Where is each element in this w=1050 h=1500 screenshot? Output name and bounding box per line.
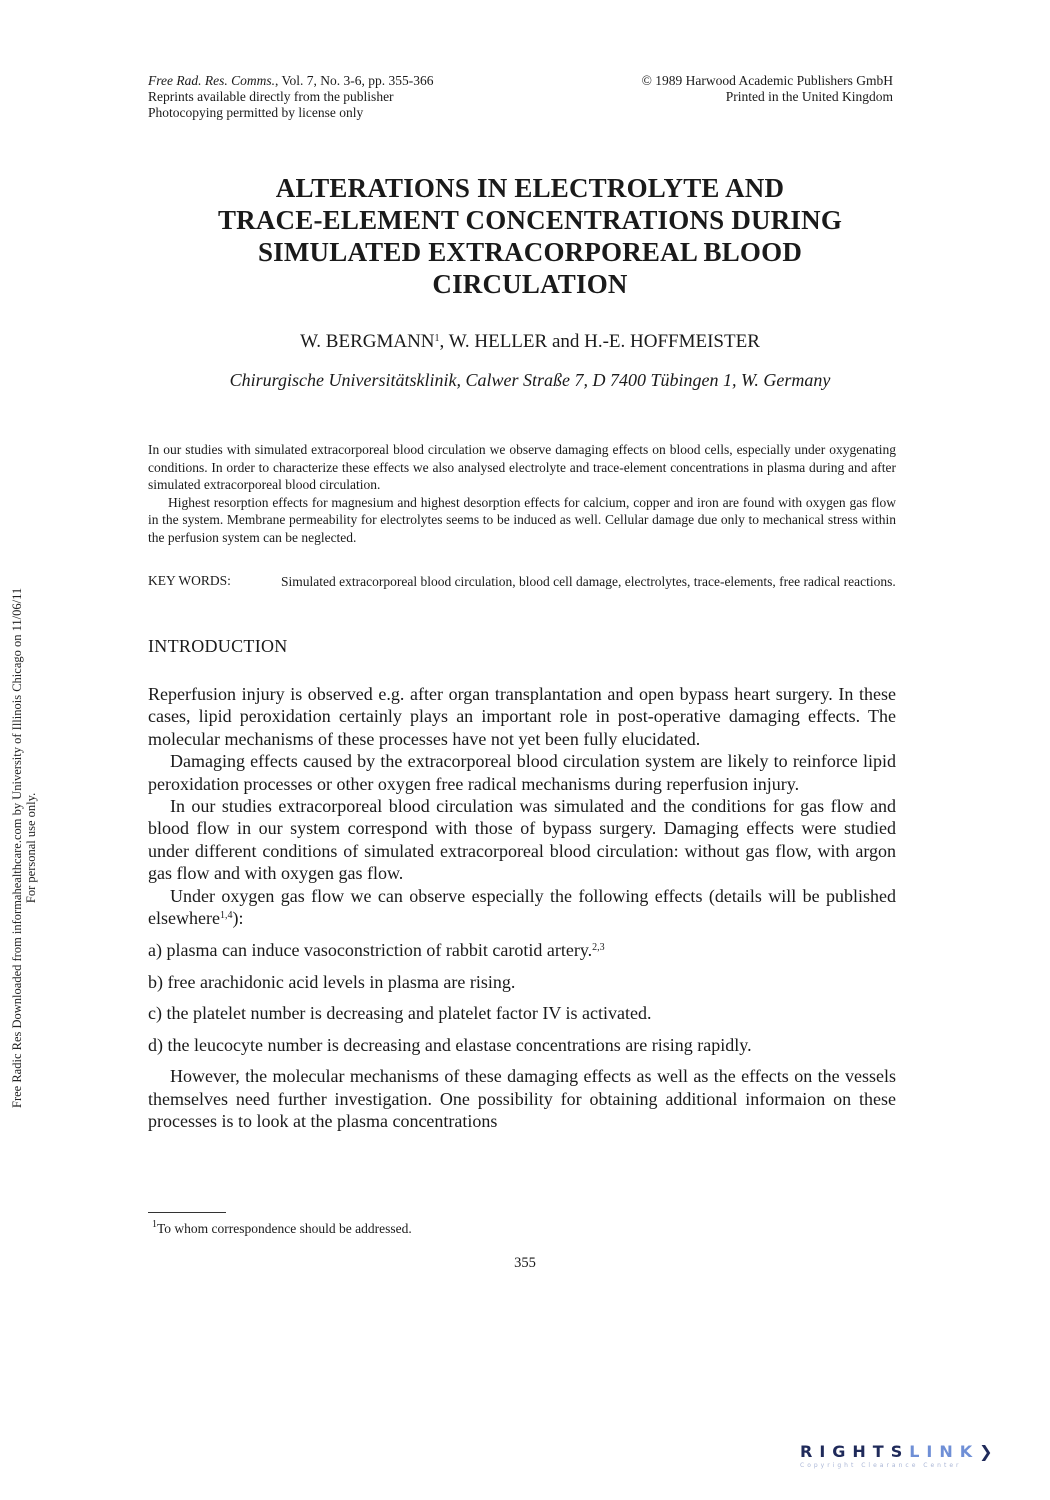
body-text-span: ): xyxy=(232,908,244,929)
watermark-line: Free Radic Res Downloaded from informahealthcare.com by University of Illinois Chicago on 11/06/11 xyxy=(10,587,24,1108)
keywords-label: KEY WORDS: xyxy=(148,573,231,588)
affiliation: Chirurgische Universitätsklinik, Calwer Straße 7, D 7400 Tübingen 1, W. Germany xyxy=(229,370,831,390)
download-watermark xyxy=(0,0,38,1500)
abstract-paragraph: In our studies with simulated extracorporeal blood circulation we observe damaging effects on blood cells, especially under oxygenating conditions. In order to characterize these effects we also analysed electrolyte and trace-element concentrations in plasma during and after simulated extracorporeal blood circulation. xyxy=(148,442,896,492)
running-header-left xyxy=(148,73,434,121)
list-item: d) the leucocyte number is decreasing and elastase concentrations are rising rapidly. xyxy=(148,1034,752,1055)
logo-text-dark: RIGHTS xyxy=(800,1442,910,1461)
citation-mark: 2,3 xyxy=(592,942,605,954)
paper-title xyxy=(140,172,920,300)
body-paragraph: However, the molecular mechanisms of these damaging effects as well as the effects on the vessels themselves need further investigation. One possibility for obtaining additional informaion on these processes is to look at the plasma concentrations xyxy=(148,1066,896,1131)
keywords-text: Simulated extracorporeal blood circulation, blood cell damage, electrolytes, trace-elements, free radical reactions. xyxy=(281,574,896,589)
logo-wordmark xyxy=(800,1442,1030,1461)
body-paragraph: Reperfusion injury is observed e.g. after organ transplantation and open bypass heart surgery. In these cases, lipid peroxidation certainly plays an important role in post-operative damaging effects. The molecular mechanisms of these processes have not yet been fully elucidated. xyxy=(148,684,896,749)
copyright-line: © 1989 Harwood Academic Publishers GmbH xyxy=(641,73,893,88)
body-paragraph xyxy=(148,885,896,930)
footnote-rule xyxy=(148,1212,226,1213)
abstract xyxy=(148,441,896,546)
effects-list xyxy=(148,939,896,1056)
citation-mark: 1,4 xyxy=(219,910,233,922)
journal-volume-pages: , Vol. 7, No. 3-6, pp. 355-366 xyxy=(274,73,434,88)
logo-subtitle: Copyright Clearance Center xyxy=(800,1462,962,1469)
author-list xyxy=(140,331,920,353)
title-line: ALTERATIONS IN ELECTROLYTE AND xyxy=(275,173,785,203)
running-header-right xyxy=(585,73,893,105)
author-name: W. BERGMANN xyxy=(300,331,435,352)
body-text-span: Under oxygen gas flow we can observe especially the following effects (details will be published elsewhere xyxy=(148,885,896,929)
footnote xyxy=(152,1221,412,1237)
logo-text-light: LINK xyxy=(909,1442,980,1461)
rightslink-logo[interactable] xyxy=(800,1442,1030,1482)
list-item xyxy=(148,939,896,961)
page-number: 355 xyxy=(514,1255,536,1271)
list-item-text: a) plasma can induce vasoconstriction of rabbit carotid artery. xyxy=(148,940,593,961)
footnote-mark: 1 xyxy=(152,1219,157,1230)
section-heading: INTRODUCTION xyxy=(148,636,288,656)
author-footnote-mark: 1 xyxy=(434,333,440,344)
title-line: SIMULATED EXTRACORPOREAL BLOOD xyxy=(257,237,803,267)
printed-in-line: Printed in the United Kingdom xyxy=(725,89,893,104)
title-line: CIRCULATION xyxy=(432,269,628,299)
abstract-paragraph: Highest resorption effects for magnesium and highest desorption effects for calcium, copper and iron are found with oxygen gas flow in the system. Membrane permeability for electrolytes seems to be induced as well. Cellular damage due only to mechanical stress within the perfusion system can be neglected. xyxy=(148,494,896,545)
footnote-text: To whom correspondence should be addressed. xyxy=(157,1221,412,1236)
journal-citation xyxy=(148,73,434,89)
list-item: b) free arachidonic acid levels in plasma are rising. xyxy=(148,971,516,992)
body-paragraph: In our studies extracorporeal blood circulation was simulated and the conditions for gas flow and blood flow in our system correspond with those of bypass surgery. Damaging effects were studied under different conditions of simulated extracorporeal blood circulation: without gas flow, with argon gas flow and with oxygen gas flow. xyxy=(148,796,896,884)
body-text xyxy=(148,683,896,1132)
watermark-line: For personal use only. xyxy=(24,792,38,904)
title-line: TRACE-ELEMENT CONCENTRATIONS DURING xyxy=(217,205,843,235)
author-names-rest: , W. HELLER and H.-E. HOFFMEISTER xyxy=(439,331,760,352)
list-item: c) the platelet number is decreasing and platelet factor IV is activated. xyxy=(148,1003,652,1024)
photocopy-note: Photocopying permitted by license only xyxy=(148,105,364,120)
chevron-right-icon: ❯ xyxy=(979,1442,1000,1461)
journal-name: Free Rad. Res. Comms. xyxy=(148,73,275,88)
reprints-note: Reprints available directly from the publisher xyxy=(148,89,394,104)
body-paragraph: Damaging effects caused by the extracorporeal blood circulation system are likely to reinforce lipid peroxidation processes or other oxygen free radical mechanisms during reperfusion injury. xyxy=(148,751,896,794)
